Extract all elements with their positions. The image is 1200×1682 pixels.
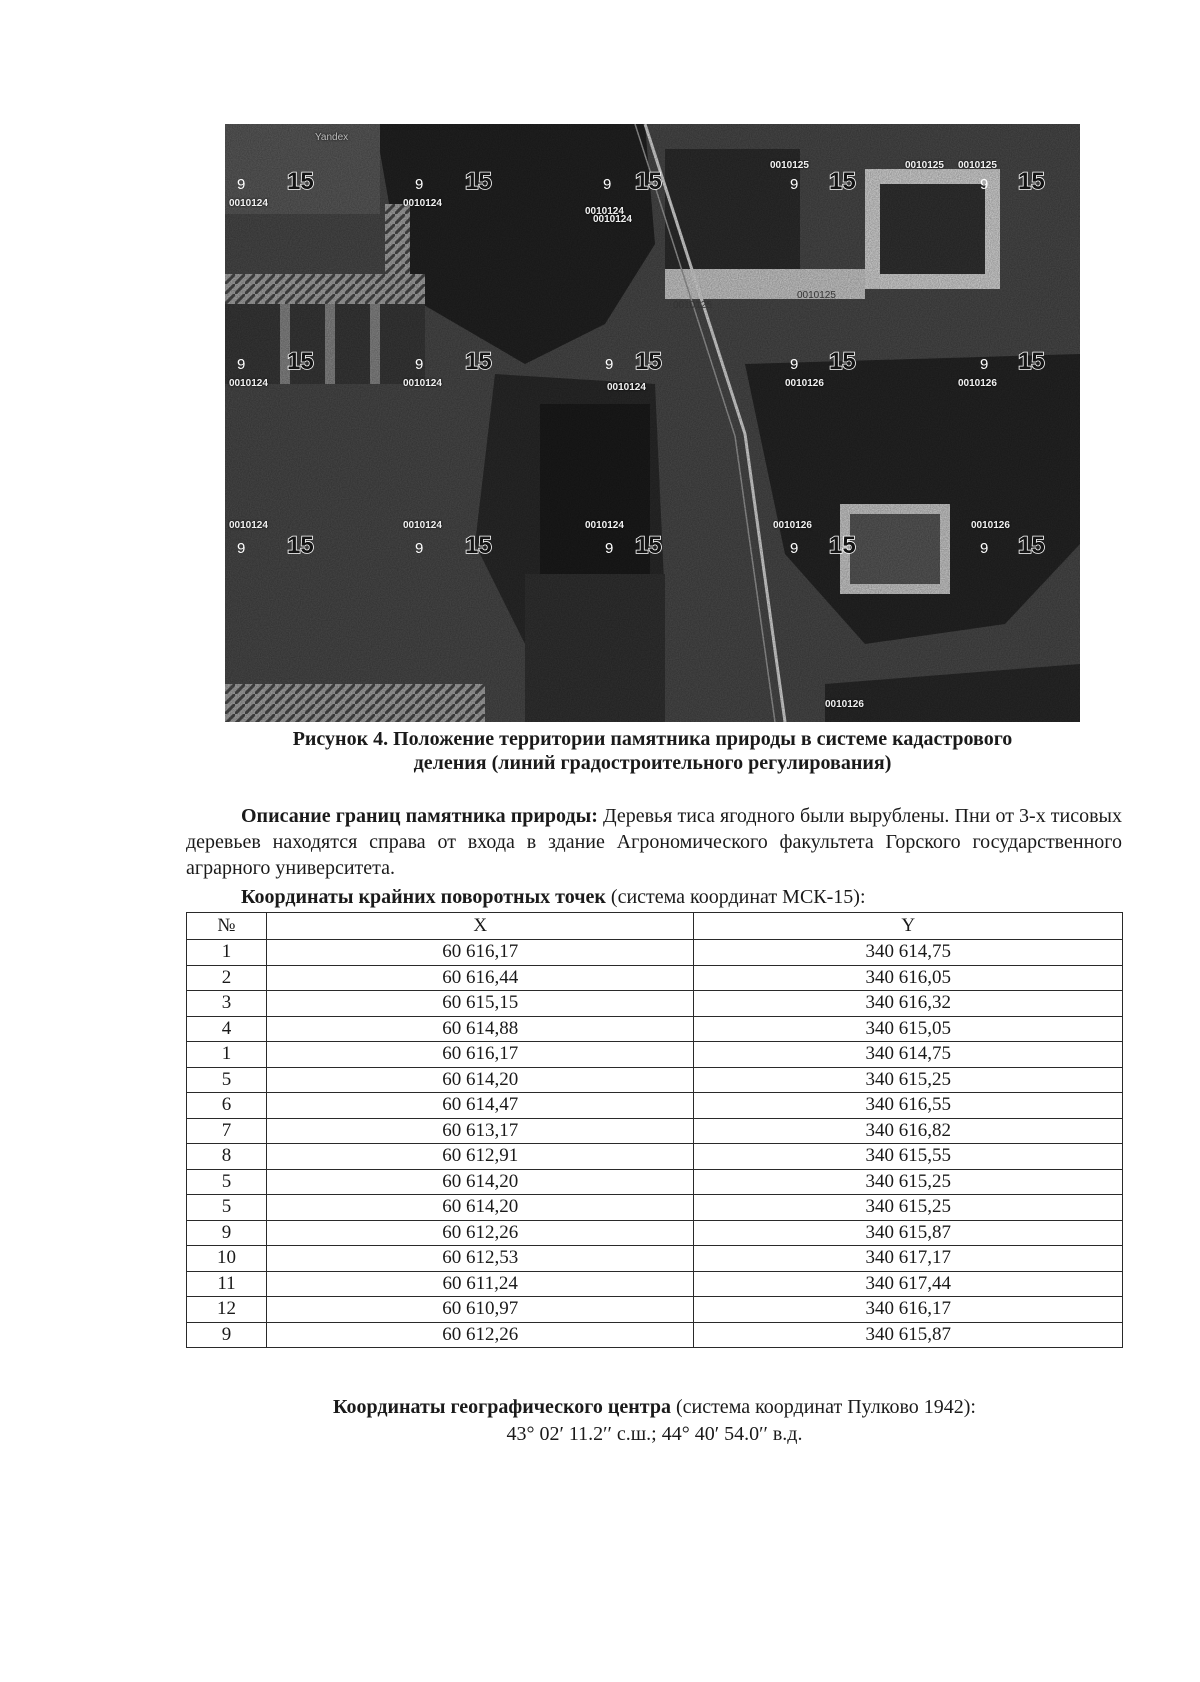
geographic-center-heading-bold: Координаты географического центра xyxy=(333,1396,671,1418)
cell-number: 4 xyxy=(187,1016,267,1042)
table-row xyxy=(187,1246,1123,1272)
cadastral-code: 0010126 xyxy=(958,378,997,389)
figure-caption xyxy=(200,727,1105,775)
cadastral-code: 0010124 xyxy=(403,520,442,531)
cell-x: 60 614,47 xyxy=(266,1093,694,1119)
table-row xyxy=(187,1220,1123,1246)
cadastral-code: 0010124 xyxy=(403,378,442,389)
table-row xyxy=(187,1195,1123,1221)
cell-x: 60 612,91 xyxy=(266,1144,694,1170)
cell-number: 9 xyxy=(187,1322,267,1348)
cell-number: 1 xyxy=(187,940,267,966)
zone-number-9: 9 xyxy=(237,356,246,373)
cadastral-code: 0010124 xyxy=(229,198,268,209)
cell-number: 6 xyxy=(187,1093,267,1119)
table-row xyxy=(187,1067,1123,1093)
boundary-description xyxy=(186,803,1122,881)
table-row xyxy=(187,940,1123,966)
cadastral-code: 0010125 xyxy=(673,300,712,311)
zone-number-9: 9 xyxy=(980,176,989,193)
aerial-map xyxy=(225,124,1080,722)
table-row xyxy=(187,1016,1123,1042)
cell-y: 340 615,87 xyxy=(694,1322,1123,1348)
coordinates-heading xyxy=(241,884,866,910)
zone-number-9: 9 xyxy=(790,540,799,557)
cadastral-code: 0010124 xyxy=(229,520,268,531)
geographic-center-heading xyxy=(186,1394,1123,1420)
zone-number-9: 9 xyxy=(415,176,424,193)
zone-number-9: 9 xyxy=(980,540,989,557)
figure-caption-line-2: деления (линий градостроительного регулирования) xyxy=(413,752,892,774)
zone-number-9: 9 xyxy=(415,540,424,557)
zone-number-9: 9 xyxy=(603,176,612,193)
table-row xyxy=(187,1144,1123,1170)
cell-number: 10 xyxy=(187,1246,267,1272)
cadastral-code: 0010125 xyxy=(905,160,944,171)
cadastral-code: 0010126 xyxy=(825,699,864,710)
cadastral-code: 0010124 xyxy=(403,198,442,209)
cell-x: 60 616,17 xyxy=(266,1042,694,1068)
cadastral-code: 0010125 xyxy=(958,160,997,171)
table-row xyxy=(187,1093,1123,1119)
cell-number: 9 xyxy=(187,1220,267,1246)
cell-y: 340 616,32 xyxy=(694,991,1123,1017)
cell-x: 60 610,97 xyxy=(266,1297,694,1323)
zone-number-15: 15 xyxy=(635,348,662,375)
cell-number: 5 xyxy=(187,1067,267,1093)
aerial-photo xyxy=(225,124,1080,722)
cell-x: 60 612,26 xyxy=(266,1322,694,1348)
cell-x: 60 614,20 xyxy=(266,1195,694,1221)
zone-number-9: 9 xyxy=(790,176,799,193)
cell-x: 60 611,24 xyxy=(266,1271,694,1297)
cell-y: 340 616,55 xyxy=(694,1093,1123,1119)
table-row xyxy=(187,1118,1123,1144)
zone-number-9: 9 xyxy=(237,540,246,557)
cadastral-code: 0010125 xyxy=(770,160,809,171)
cell-number: 5 xyxy=(187,1195,267,1221)
cell-y: 340 614,75 xyxy=(694,940,1123,966)
map-watermark: Yandex xyxy=(315,132,349,143)
zone-number-15: 15 xyxy=(1018,348,1045,375)
zone-number-15: 15 xyxy=(635,532,662,559)
cadastral-code: 0010124 xyxy=(585,520,624,531)
cell-number: 1 xyxy=(187,1042,267,1068)
cell-y: 340 616,82 xyxy=(694,1118,1123,1144)
zone-number-15: 15 xyxy=(829,532,856,559)
zone-number-9: 9 xyxy=(415,356,424,373)
table-body xyxy=(187,940,1123,1348)
cadastral-code: 0010124 xyxy=(607,382,646,393)
cell-x: 60 616,44 xyxy=(266,965,694,991)
cell-number: 3 xyxy=(187,991,267,1017)
cell-y: 340 615,87 xyxy=(694,1220,1123,1246)
cadastral-code: 0010126 xyxy=(785,378,824,389)
cell-y: 340 615,05 xyxy=(694,1016,1123,1042)
cadastral-code: 0010126 xyxy=(773,520,812,531)
zone-number-9: 9 xyxy=(605,540,614,557)
coordinates-heading-system: (система координат МСК-15): xyxy=(605,886,866,908)
cell-number: 12 xyxy=(187,1297,267,1323)
cell-number: 7 xyxy=(187,1118,267,1144)
geographic-center-system: (система координат Пулково 1942): xyxy=(670,1396,976,1418)
cell-y: 340 617,17 xyxy=(694,1246,1123,1272)
cell-x: 60 614,20 xyxy=(266,1169,694,1195)
cadastral-code: 0010124 xyxy=(229,378,268,389)
zone-number-9: 9 xyxy=(605,356,614,373)
coordinates-heading-bold: Координаты крайних поворотных точек xyxy=(241,886,606,908)
cell-number: 11 xyxy=(187,1271,267,1297)
cell-number: 5 xyxy=(187,1169,267,1195)
cell-x: 60 613,17 xyxy=(266,1118,694,1144)
cadastral-code: 0010124 xyxy=(585,206,624,217)
boundary-description-text: Деревья тиса ягодного были вырублены. Пни от 3-х тисовых деревьев находятся справа от входа в здание Агрономического факультета Горского государственного аграрного университета. xyxy=(186,805,1122,879)
table-row xyxy=(187,1297,1123,1323)
cell-y: 340 615,25 xyxy=(694,1169,1123,1195)
cell-x: 60 612,53 xyxy=(266,1246,694,1272)
zone-number-15: 15 xyxy=(829,168,856,195)
cell-y: 340 616,05 xyxy=(694,965,1123,991)
zone-number-15: 15 xyxy=(287,168,314,195)
cell-x: 60 612,26 xyxy=(266,1220,694,1246)
cell-x: 60 616,17 xyxy=(266,940,694,966)
zone-number-15: 15 xyxy=(287,348,314,375)
cell-number: 8 xyxy=(187,1144,267,1170)
table-header-row xyxy=(187,913,1123,940)
zone-number-15: 15 xyxy=(287,532,314,559)
table-row xyxy=(187,1322,1123,1348)
geographic-center-value: 43° 02′ 11.2′′ с.ш.; 44° 40′ 54.0′′ в.д. xyxy=(506,1423,803,1445)
zone-number-15: 15 xyxy=(1018,168,1045,195)
cell-y: 340 615,25 xyxy=(694,1195,1123,1221)
cell-y: 340 616,17 xyxy=(694,1297,1123,1323)
cadastral-code: 0010124 xyxy=(593,214,632,225)
cell-y: 340 617,44 xyxy=(694,1271,1123,1297)
zone-number-9: 9 xyxy=(980,356,989,373)
column-header-number: № xyxy=(187,913,267,940)
coordinates-table xyxy=(186,912,1123,1348)
zone-number-9: 9 xyxy=(790,356,799,373)
zone-number-15: 15 xyxy=(465,168,492,195)
cell-x: 60 615,15 xyxy=(266,991,694,1017)
column-header-y: Y xyxy=(694,913,1123,940)
zone-number-15: 15 xyxy=(465,348,492,375)
table-row xyxy=(187,991,1123,1017)
table-row xyxy=(187,965,1123,991)
cadastral-code: 0010126 xyxy=(971,520,1010,531)
zone-number-15: 15 xyxy=(1018,532,1045,559)
figure-caption-line-1: Рисунок 4. Положение территории памятника природы в системе кадастрового xyxy=(292,728,1013,750)
cell-y: 340 614,75 xyxy=(694,1042,1123,1068)
cell-x: 60 614,88 xyxy=(266,1016,694,1042)
column-header-x: X xyxy=(266,913,694,940)
cell-x: 60 614,20 xyxy=(266,1067,694,1093)
table-row xyxy=(187,1042,1123,1068)
cell-y: 340 615,55 xyxy=(694,1144,1123,1170)
cell-y: 340 615,25 xyxy=(694,1067,1123,1093)
cadastral-code: 0010125 xyxy=(797,290,836,301)
cell-number: 2 xyxy=(187,965,267,991)
zone-number-15: 15 xyxy=(635,168,662,195)
table-row xyxy=(187,1271,1123,1297)
zone-number-9: 9 xyxy=(237,176,246,193)
boundary-description-lead: Описание границ памятника природы: xyxy=(241,805,598,827)
zone-number-15: 15 xyxy=(465,532,492,559)
zone-number-15: 15 xyxy=(829,348,856,375)
table-row xyxy=(187,1169,1123,1195)
